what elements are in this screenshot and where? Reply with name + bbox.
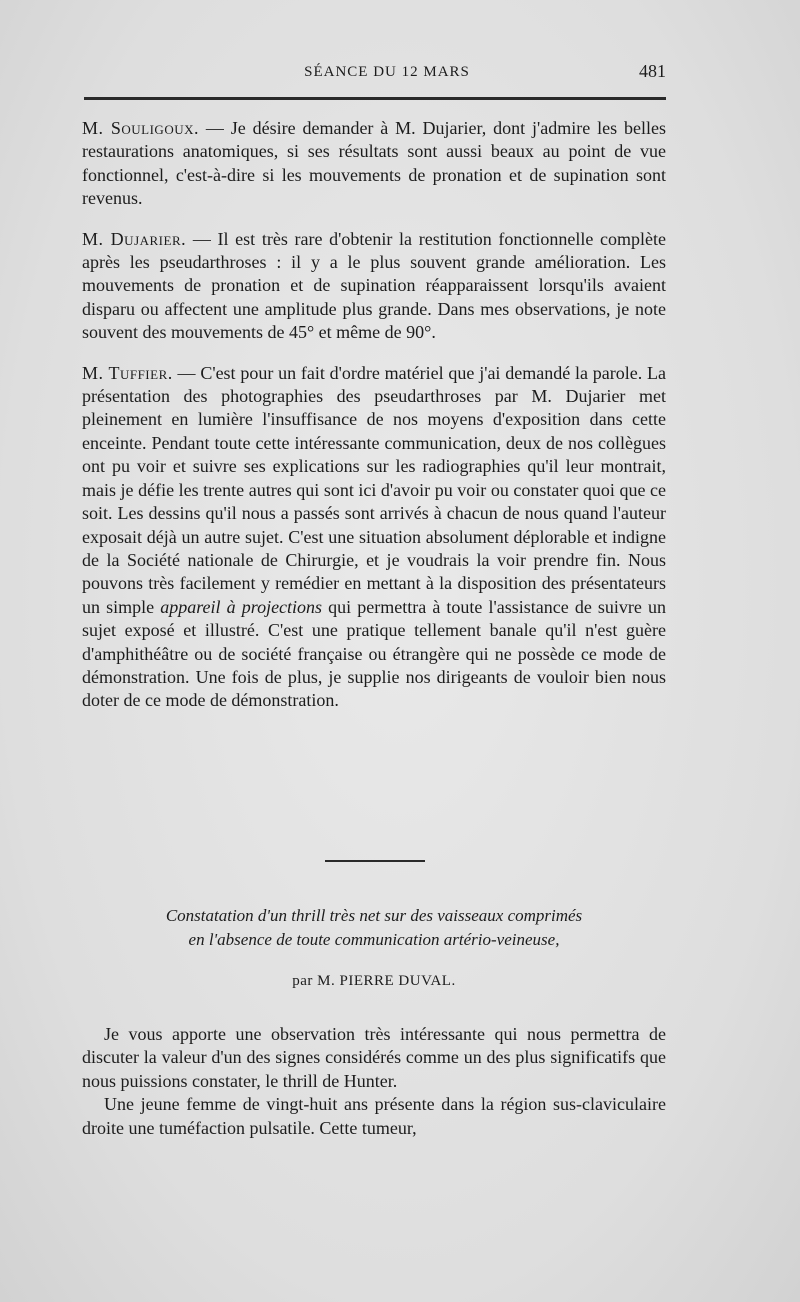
article-paragraph: Je vous apporte une observation très intéressante qui nous permettra de discuter la valeur d'un des signes considérés comme un des plus significatifs que nous puissions constater, le thrill de Hunter. — [82, 1024, 666, 1091]
section-divider — [325, 860, 425, 862]
paragraph-dujarier — [82, 228, 666, 345]
running-title: SÉANCE DU 12 MARS — [304, 64, 470, 80]
paragraph-text: qui permettra à toute l'assistance de suivre un sujet exposé et illustré. C'est une pratique tellement banale qu'il n'est guère d'amphithéâtre ou de société française ou étrangère qui ne possède ce mode de démonstration. Une fois de plus, je supplie nos dirigeants de vouloir bien nous doter de ce mode de démonstration. — [82, 596, 667, 711]
article-title — [82, 904, 666, 952]
speaker-name: M. Souligoux. — [82, 118, 199, 138]
page-number: 481 — [639, 61, 666, 81]
page-header — [108, 61, 666, 85]
paragraph-souligoux — [82, 117, 666, 211]
emphasized-phrase: appareil à projections — [160, 596, 323, 617]
article-title-line: en l'absence de toute communication artério-veineuse, — [188, 930, 560, 949]
article-byline: par M. PIERRE DUVAL. — [292, 973, 456, 989]
paragraph-text: — Il est très rare d'obtenir la restitution fonctionnelle complète après les pseudarthroses : il y a le plus souvent grande amélioration. Les mouvements de pronation et de supination réapparaissent lorsqu'ils avaient disparu ou affectent une amplitude plus grande. Dans mes observations, je note souvent des mouvements de 45° et même de 90°. — [82, 228, 666, 343]
paragraph-text: — Je désire demander à M. Dujarier, dont j'admire les belles restaurations anatomiques, si ses résultats sont aussi beaux au point de vue fonctionnel, c'est-à-dire si les mouvements de pronation et de supination sont revenus. — [82, 118, 666, 209]
article-body — [82, 1023, 666, 1140]
discussion-section — [82, 117, 666, 713]
article-paragraph: Une jeune femme de vingt-huit ans présente dans la région sus-claviculaire droite une tuméfaction pulsatile. Cette tumeur, — [82, 1094, 666, 1138]
speaker-name: M. Tuffier. — [82, 362, 173, 383]
article-title-line: Constatation d'un thrill très net sur des vaisseaux comprimés — [165, 906, 583, 925]
paragraph-text: — C'est pour un fait d'ordre matériel que j'ai demandé la parole. La présentation des photographies des pseudarthroses par M. Dujarier met pleinement en lumière l'insuffisance de nos moyens d'exposition dans cette enceinte. Pendant toute cette intéressante communication, deux de nos collègues ont pu voir et suivre ses explications sur les radiographies qu'il leur montrait, mais je défie les trente autres qui sont ici d'avoir pu voir ou constater quoi que ce soit. Les dessins qu'il nous a passés sont arrivés à chacun de nous quand l'auteur exposait déjà un autre sujet. C'est une situation absolument déplorable et indigne de la Société nationale de Chirurgie, et je voudrais la voir prendre fin. Nous pouvons très facilement y remédier en mettant à la disposition des présentateurs un simple — [82, 362, 666, 617]
header-rule — [84, 97, 666, 100]
paragraph-tuffier — [82, 362, 666, 713]
speaker-name: M. Dujarier. — [82, 228, 187, 249]
